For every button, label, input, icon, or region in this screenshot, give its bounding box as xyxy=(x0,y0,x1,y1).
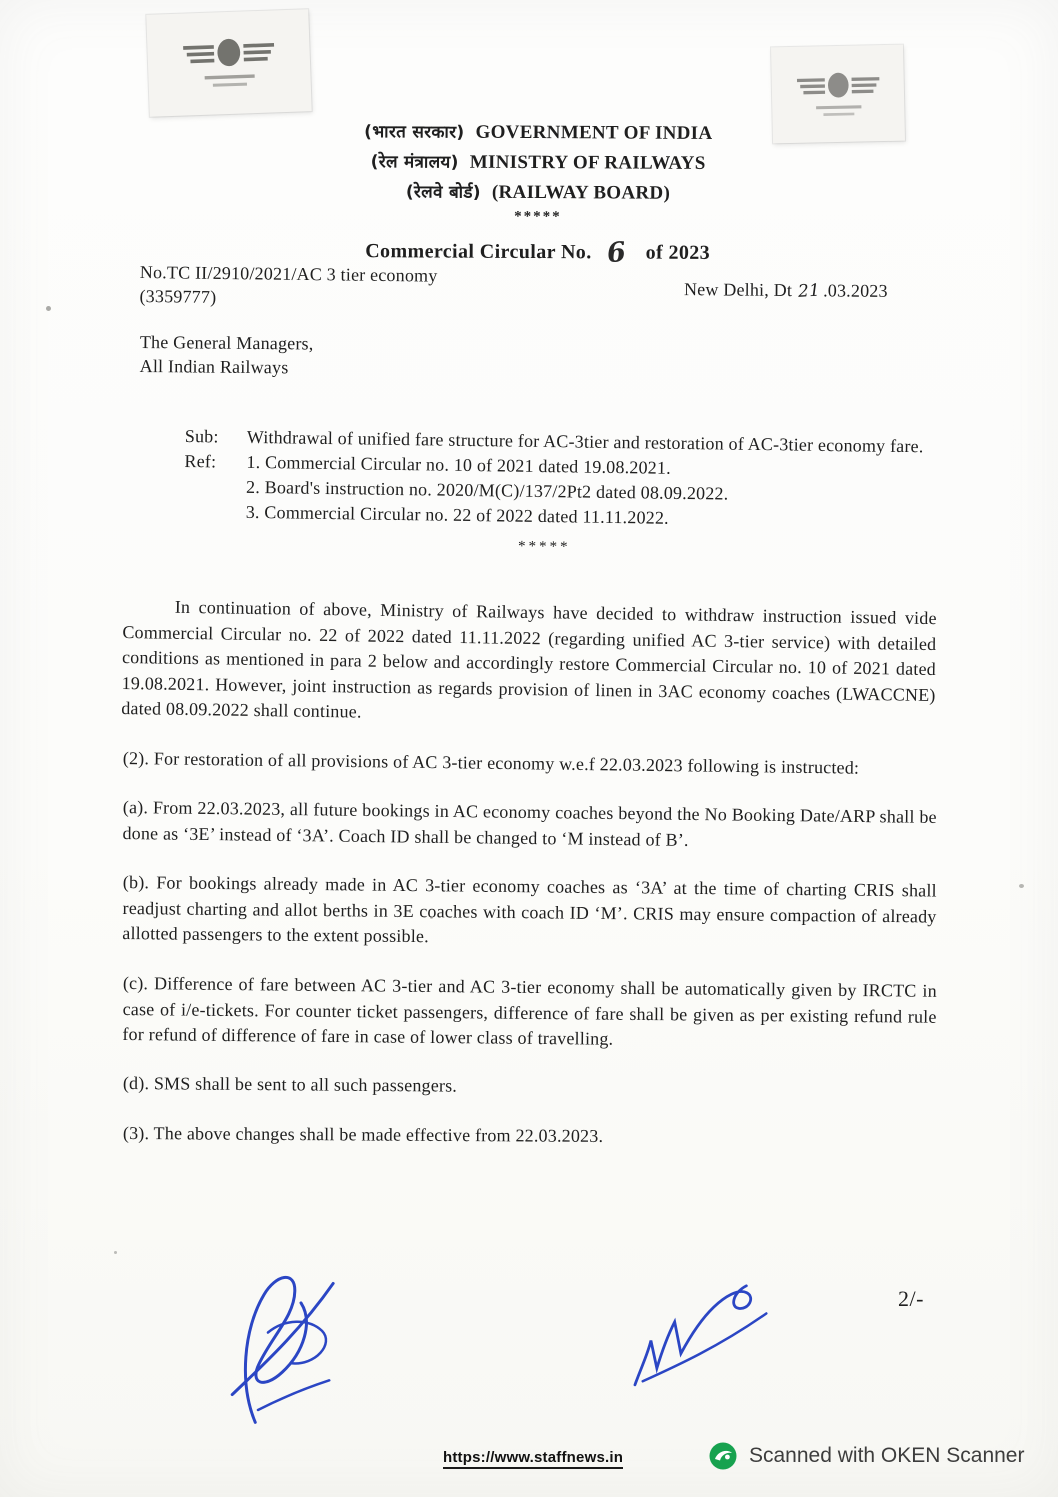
reference-stars: ***** xyxy=(517,538,571,556)
scan-speck xyxy=(430,916,433,919)
reference-list xyxy=(246,450,947,535)
body-paragraph-2a: (a). From 22.03.2023, all future bookings in AC economy coaches beyond the No Booking Date/ARP shall be done as ‘3E’ instead of ‘3A’. Coach ID shall be changed to ‘M instead of B’. xyxy=(122,796,937,850)
circular-year: of 2023 xyxy=(645,241,711,264)
letterhead-hindi-ministry: (रेल मंत्रालय) xyxy=(370,152,459,173)
body-paragraph-2: (2). For restoration of all provisions of AC 3-tier economy w.e.f 22.03.2023 following is instructed: xyxy=(122,747,860,778)
scanner-credit xyxy=(708,1441,1024,1471)
body-paragraph-3: (3). The above changes shall be made effective from 22.03.2023. xyxy=(122,1122,604,1146)
dateline-place: New Delhi, Dt xyxy=(683,279,793,301)
letterhead-stars: ***** xyxy=(514,208,562,226)
footer-url: https://www.staffnews.in xyxy=(443,1449,623,1469)
letterhead-english-board: (RAILWAY BOARD) xyxy=(491,181,671,204)
letterhead xyxy=(0,115,1058,268)
railway-emblem-icon xyxy=(164,21,293,105)
addressee-line1: The General Managers, xyxy=(139,331,314,354)
body-paragraph-2c: (c). Difference of fare between AC 3-tier and AC 3-tier economy shall be automatically given by IRCTC in case of i/e-tickets. For counter ticket passengers, difference of fare shall be given as per existing refund rule for refund of difference of fare in case of lower class of travelling. xyxy=(122,972,937,1049)
document-body xyxy=(123,594,937,1170)
subject-label: Sub: xyxy=(184,425,219,447)
signature-ink-right xyxy=(616,1274,789,1400)
dateline-day-handwritten: 21 xyxy=(797,280,821,302)
signature-left xyxy=(210,1259,377,1444)
scan-speck xyxy=(114,1251,117,1254)
body-paragraph-1: In continuation of above, Ministry of Railways have decided to withdraw instruction issued vide Commercial Circular no. 22 of 2022 dated 11.11.2022 (regarding unified AC 3-tier service) with detailed conditions as mentioned in para 2 below and accordingly restore Commercial Circular no. 10 of 2021 dated 19.08.2021. However, joint instruction as regards provision of linen in 3AC economy coaches (LWACCNE) dated 08.09.2022 shall continue. xyxy=(121,596,937,722)
scanner-credit-text: Scanned with OKEN Scanner xyxy=(749,1444,1025,1467)
railway-emblem-stamp-left xyxy=(146,9,311,117)
scan-speck xyxy=(46,306,51,311)
addressee xyxy=(140,330,314,380)
body-paragraph-2b: (b). For bookings already made in AC 3-tier economy coaches as ‘3A’ at the time of charting CRIS shall readjust charting and allot berths in 3E coaches with coach ID ‘M’. CRIS may ensure compaction of already allotted passengers to the extent possible. xyxy=(122,871,937,947)
body-paragraph-2d: (d). SMS shall be sent to all such passengers. xyxy=(122,1073,458,1096)
circular-number-handwritten: 6 xyxy=(605,236,629,270)
reference-label: Ref: xyxy=(184,450,217,472)
reference-item: 3. Commercial Circular no. 22 of 2022 dated 11.11.2022. xyxy=(245,501,669,528)
subject-text: Withdrawal of unified fare structure for AC-3tier and restoration of AC-3tier economy fare. xyxy=(246,426,924,457)
reference-item: 2. Board's instruction no. 2020/M(C)/137/2Pt2 dated 08.09.2022. xyxy=(245,476,729,504)
letterhead-english-ministry: MINISTRY OF RAILWAYS xyxy=(469,151,706,174)
file-reference xyxy=(139,260,560,313)
dateline xyxy=(684,279,888,302)
reference-row xyxy=(184,449,947,535)
page-number: 2/- xyxy=(898,1286,924,1311)
letterhead-hindi-board: (रेलवे बोर्ड) xyxy=(405,182,481,203)
letterhead-hindi-govt: (भारत सरकार) xyxy=(364,122,465,143)
letterhead-english-govt: GOVERNMENT OF INDIA xyxy=(475,121,713,144)
reference-item: 1. Commercial Circular no. 10 of 2021 dated 19.08.2021. xyxy=(246,451,671,478)
signature-ink-left xyxy=(210,1259,376,1439)
signature-right xyxy=(616,1274,789,1405)
addressee-line2: All Indian Railways xyxy=(139,355,289,378)
file-reference-line2: (3359777) xyxy=(139,285,217,307)
dateline-rest: .03.2023 xyxy=(823,280,888,301)
file-reference-line1: No.TC II/2910/2021/AC 3 tier economy xyxy=(139,261,438,286)
scan-speck xyxy=(1019,884,1024,888)
oken-scanner-logo-icon xyxy=(708,1441,738,1471)
circular-label: Commercial Circular No. xyxy=(365,240,592,264)
subject-reference-block xyxy=(183,424,947,566)
